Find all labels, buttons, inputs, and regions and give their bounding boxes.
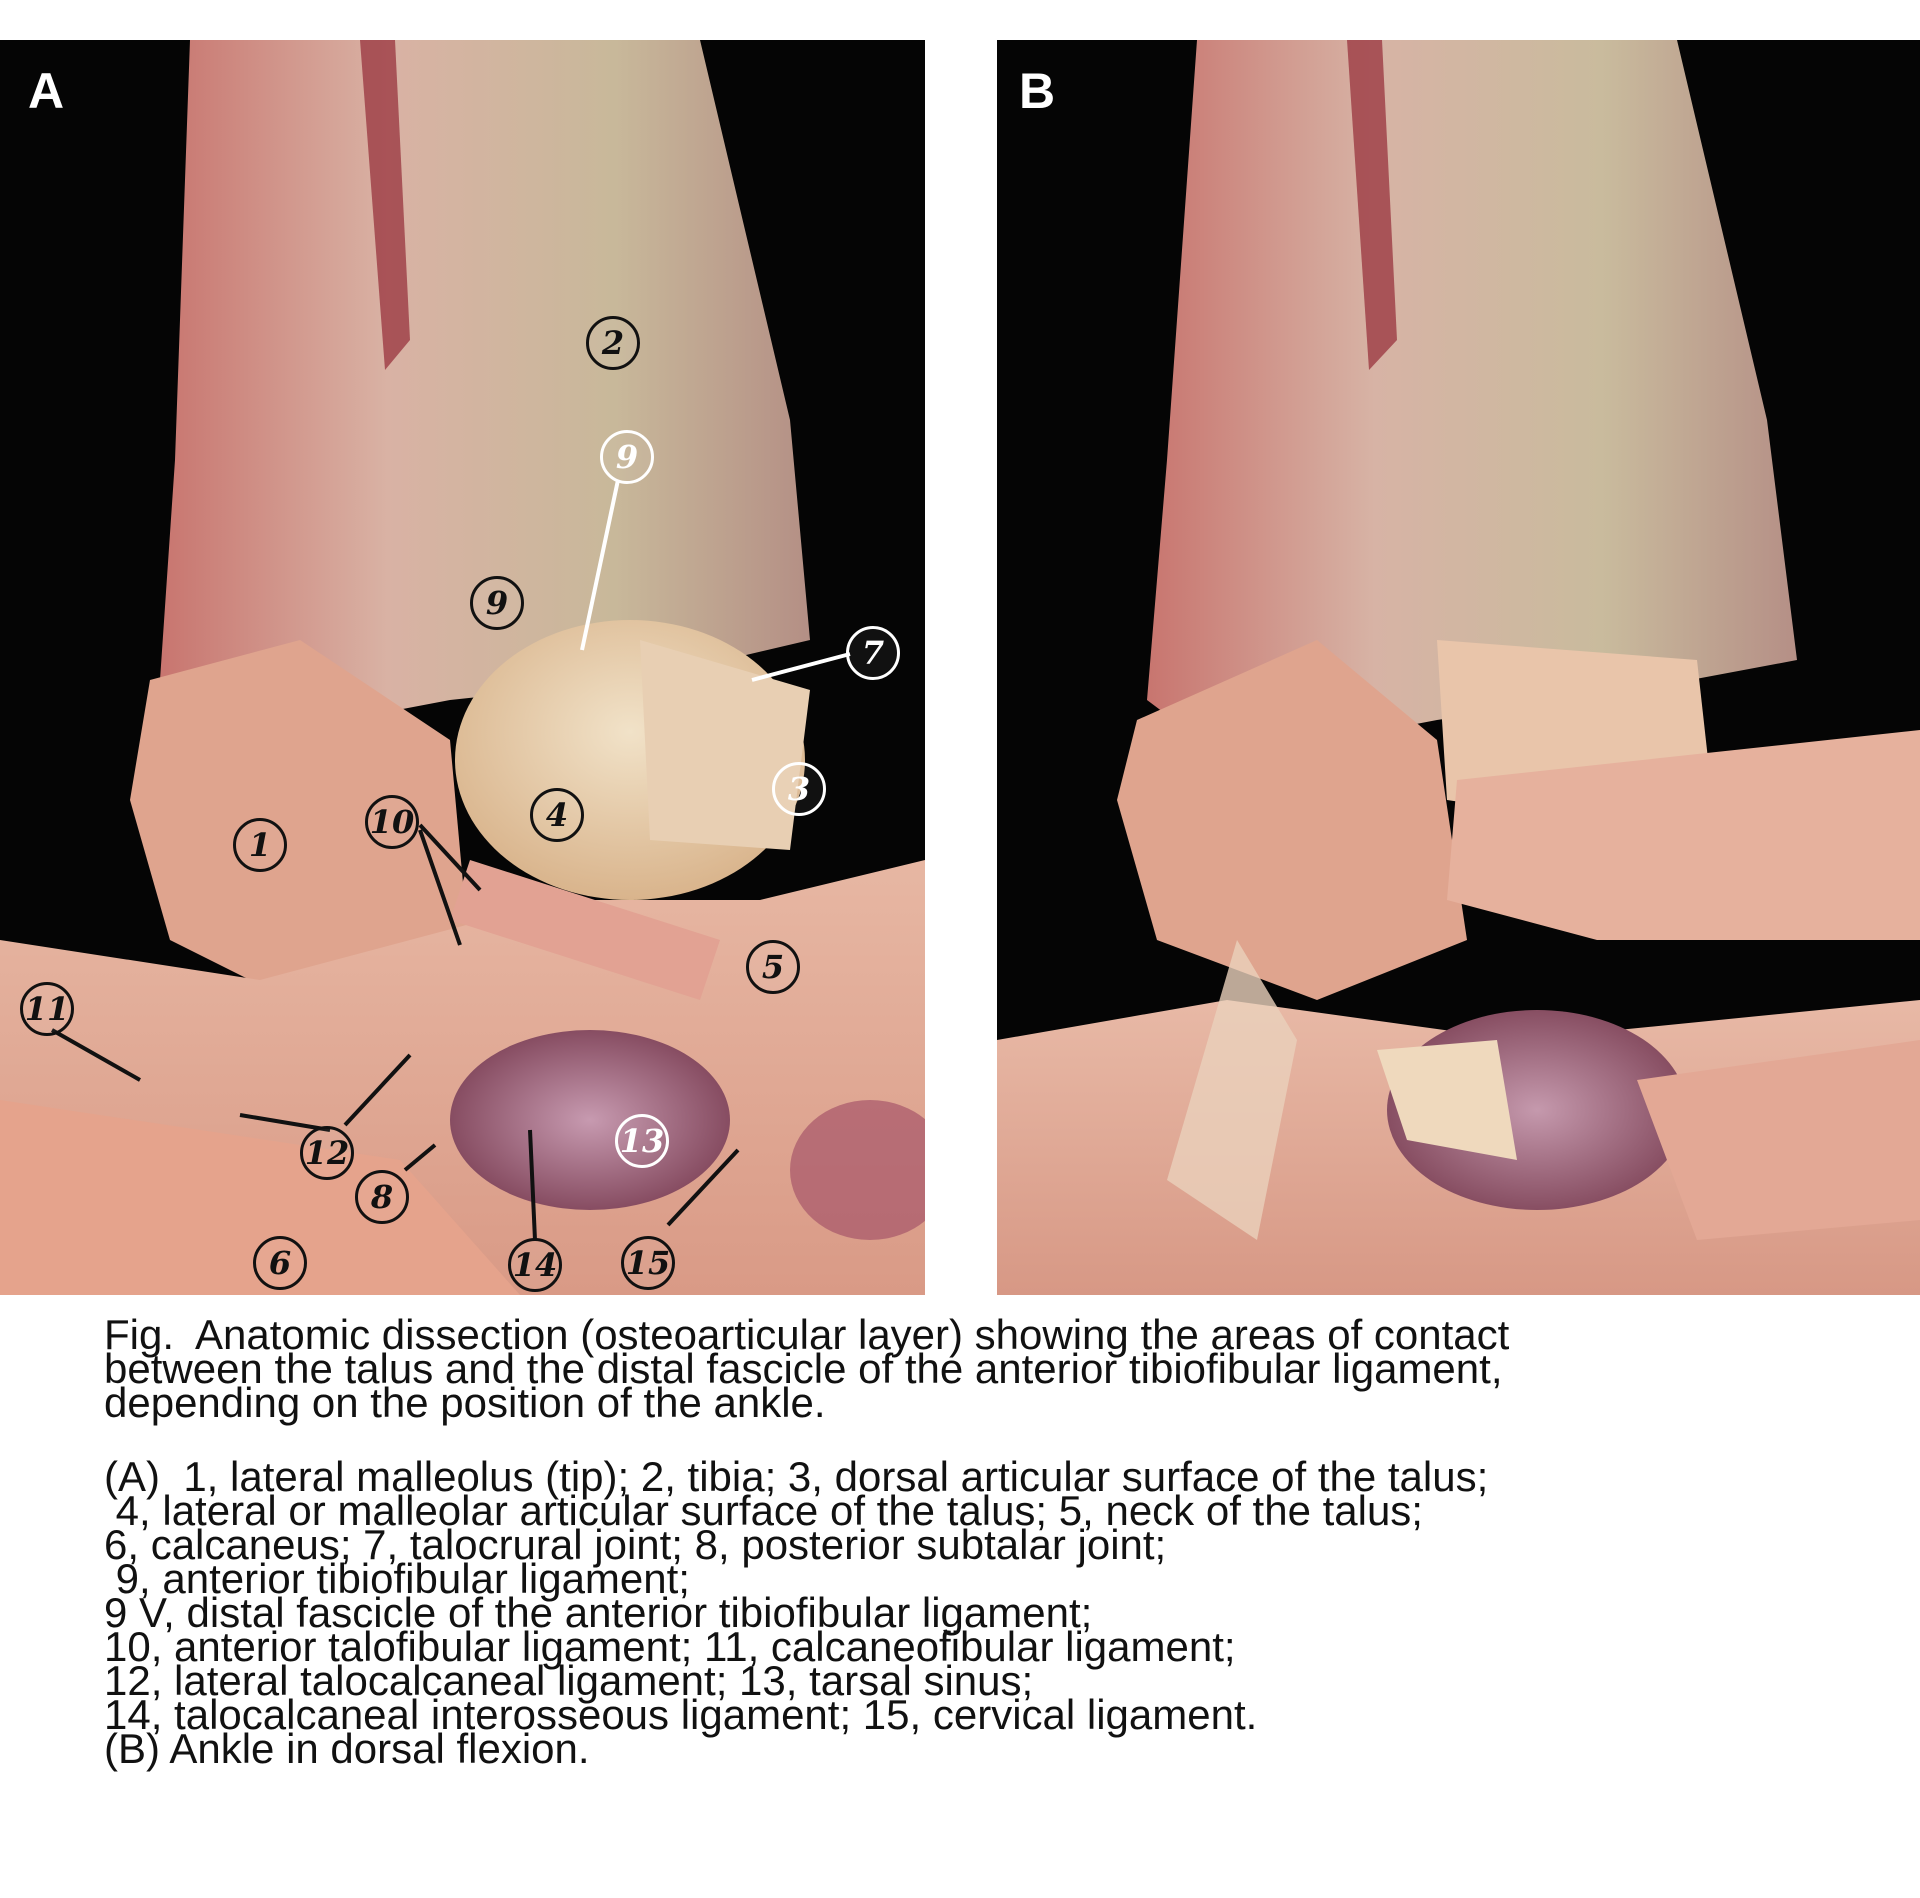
callout-4: 4 xyxy=(530,788,584,842)
caption-legend-line-1: (A) 1, lateral malleolus (tip); 2, tibia; 3, dorsal articular surface of the talus; xyxy=(104,1453,1489,1500)
caption-title-line-1: Fig. Anatomic dissection (osteoarticular layer) showing the areas of contact xyxy=(104,1311,1510,1358)
caption-legend-line-4: 9, anterior tibiofibular ligament; xyxy=(104,1555,690,1602)
caption-legend-line-3: 6, calcaneus; 7, talocrural joint; 8, posterior subtalar joint; xyxy=(104,1521,1167,1568)
callout-13: 13 xyxy=(615,1114,669,1168)
callout-15: 15 xyxy=(621,1236,675,1290)
callout-9v: 9 xyxy=(600,430,654,484)
callout-6: 6 xyxy=(253,1236,307,1290)
callout-3: 3 xyxy=(772,762,826,816)
callout-1: 1 xyxy=(233,818,287,872)
caption-legend-line-6: 10, anterior talofibular ligament; 11, calcaneofibular ligament; xyxy=(104,1623,1236,1670)
caption-title-line-3: depending on the position of the ankle. xyxy=(104,1379,826,1426)
dissection-photo-panel-b xyxy=(997,40,1920,1295)
callout-8: 8 xyxy=(355,1170,409,1224)
panel-label-a: A xyxy=(28,63,65,119)
dissection-photo-a xyxy=(0,40,925,1295)
callout-9: 9 xyxy=(470,576,524,630)
caption-legend-line-9: (B) Ankle in dorsal flexion. xyxy=(104,1725,590,1772)
panel-label-b: B xyxy=(1019,63,1056,119)
caption-legend-line-8: 14, talocalcaneal interosseous ligament; 15, cervical ligament. xyxy=(104,1691,1258,1738)
callout-2: 2 xyxy=(586,316,640,370)
callout-7: 7 xyxy=(846,626,900,680)
caption-legend-line-7: 12, lateral talocalcaneal ligament; 13, tarsal sinus; xyxy=(104,1657,1034,1704)
callout-12: 12 xyxy=(300,1126,354,1180)
dissection-photo-b xyxy=(997,40,1920,1295)
caption-legend-line-5: 9 V, distal fascicle of the anterior tibiofibular ligament; xyxy=(104,1589,1093,1636)
dissection-photo-panel-a xyxy=(0,40,925,1295)
caption-title-line-2: between the talus and the distal fascicle of the anterior tibiofibular ligament, xyxy=(104,1345,1503,1392)
caption-legend-line-2: 4, lateral or malleolar articular surface of the talus; 5, neck of the talus; xyxy=(104,1487,1423,1534)
callout-11: 11 xyxy=(20,982,74,1036)
callout-5: 5 xyxy=(746,940,800,994)
figure-caption xyxy=(104,1311,1894,1772)
callout-10: 10 xyxy=(365,795,419,849)
callout-14: 14 xyxy=(508,1238,562,1292)
